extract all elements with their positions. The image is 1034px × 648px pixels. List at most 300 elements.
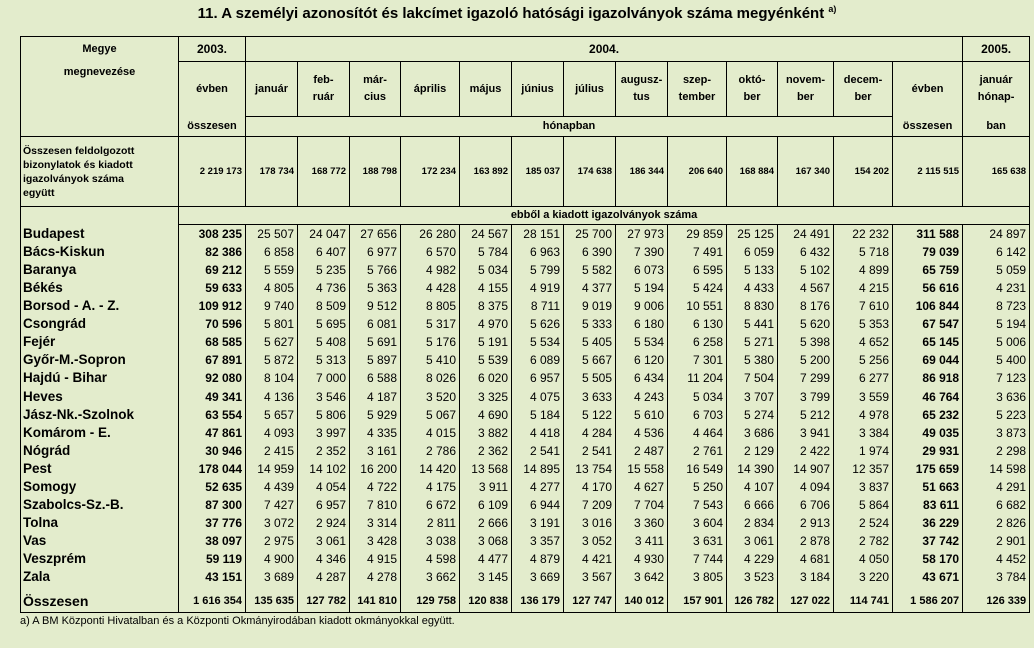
total-cell: 129 758 <box>401 590 460 612</box>
section-label: ebből a kiadott igazolványok száma <box>179 206 1030 224</box>
data-cell: 5 363 <box>350 279 401 297</box>
month-header <box>778 62 834 117</box>
county-name: Heves <box>21 387 179 405</box>
data-cell: 4 900 <box>246 550 298 568</box>
data-cell: 2 352 <box>298 442 350 460</box>
data-cell: 5 441 <box>727 315 778 333</box>
header-line: Megye <box>82 43 117 55</box>
total-cell: 127 022 <box>778 590 834 612</box>
data-cell: 16 200 <box>350 460 401 478</box>
data-cell: 4 439 <box>246 478 298 496</box>
data-cell: 3 631 <box>668 532 727 550</box>
data-cell: 5 353 <box>834 315 893 333</box>
header-line: cius <box>363 91 386 104</box>
data-cell: 3 686 <box>727 424 778 442</box>
data-cell: 2 811 <box>401 514 460 532</box>
month-header <box>668 62 727 117</box>
data-cell: 28 151 <box>512 224 564 243</box>
data-cell: 1 974 <box>834 442 893 460</box>
data-cell: 4 652 <box>834 333 893 351</box>
data-cell: 2 298 <box>963 442 1030 460</box>
data-cell: 6 130 <box>668 315 727 333</box>
data-cell: 69 044 <box>893 351 963 369</box>
data-cell: 3 662 <box>401 568 460 590</box>
header-line: július <box>575 82 604 95</box>
year-2003-header: 2003. <box>179 37 246 62</box>
data-cell: 49 035 <box>893 424 963 442</box>
total-cell: 157 901 <box>668 590 727 612</box>
data-cell: 4 015 <box>401 424 460 442</box>
data-table <box>20 36 1030 613</box>
data-cell: 6 059 <box>727 243 778 261</box>
data-cell: 56 616 <box>893 279 963 297</box>
data-cell: 2 826 <box>963 514 1030 532</box>
data-cell: 51 663 <box>893 478 963 496</box>
processed-label-line: bizonylatok és kiadott <box>23 158 133 171</box>
data-cell: 65 759 <box>893 261 963 279</box>
data-cell: 30 946 <box>179 442 246 460</box>
data-cell: 3 220 <box>834 568 893 590</box>
data-cell: 3 068 <box>460 532 512 550</box>
data-cell: 3 411 <box>616 532 668 550</box>
data-cell: 6 407 <box>298 243 350 261</box>
data-cell: 4 377 <box>564 279 616 297</box>
header-line: január <box>979 74 1013 87</box>
title-footnote-mark: a) <box>828 4 837 14</box>
header-line: már- <box>363 74 387 87</box>
data-cell: 7 301 <box>668 351 727 369</box>
data-cell: 6 081 <box>350 315 401 333</box>
year-2003-total-label: összesen <box>179 117 246 137</box>
county-name: Zala <box>21 568 179 590</box>
data-cell: 5 799 <box>512 261 564 279</box>
data-cell: 7 491 <box>668 243 727 261</box>
data-cell: 47 861 <box>179 424 246 442</box>
total-cell: 126 339 <box>963 590 1030 612</box>
data-cell: 63 554 <box>179 406 246 424</box>
month-header <box>460 62 512 117</box>
total-cell: 136 179 <box>512 590 564 612</box>
data-cell: 6 120 <box>616 351 668 369</box>
month-header <box>512 62 564 117</box>
data-cell: 4 093 <box>246 424 298 442</box>
data-cell: 5 034 <box>460 261 512 279</box>
data-cell: 4 050 <box>834 550 893 568</box>
data-cell: 4 627 <box>616 478 668 496</box>
data-cell: 43 151 <box>179 568 246 590</box>
data-cell: 2 541 <box>564 442 616 460</box>
data-cell: 6 666 <box>727 496 778 514</box>
data-cell: 5 059 <box>963 261 1030 279</box>
county-name: Pest <box>21 460 179 478</box>
data-cell: 3 145 <box>460 568 512 590</box>
data-cell: 5 191 <box>460 333 512 351</box>
data-cell: 5 784 <box>460 243 512 261</box>
data-cell: 2 761 <box>668 442 727 460</box>
data-cell: 7 744 <box>668 550 727 568</box>
data-cell: 4 982 <box>401 261 460 279</box>
data-cell: 3 873 <box>963 424 1030 442</box>
data-cell: 109 912 <box>179 297 246 315</box>
header-line: szep- <box>682 74 712 87</box>
data-cell: 2 487 <box>616 442 668 460</box>
data-cell: 7 543 <box>668 496 727 514</box>
data-cell: 175 659 <box>893 460 963 478</box>
data-cell: 6 944 <box>512 496 564 514</box>
data-cell: 11 204 <box>668 369 727 387</box>
data-cell: 3 061 <box>298 532 350 550</box>
header-line: hónap- <box>977 91 1015 104</box>
data-cell: 4 477 <box>460 550 512 568</box>
data-cell: 3 567 <box>564 568 616 590</box>
data-cell: 2 878 <box>778 532 834 550</box>
data-cell: 4 418 <box>512 424 564 442</box>
processed-cell: 174 638 <box>564 137 616 206</box>
data-cell: 59 633 <box>179 279 246 297</box>
data-cell: 3 642 <box>616 568 668 590</box>
data-cell: 59 119 <box>179 550 246 568</box>
data-cell: 4 075 <box>512 387 564 405</box>
data-cell: 3 941 <box>778 424 834 442</box>
data-cell: 92 080 <box>179 369 246 387</box>
total-cell: 140 012 <box>616 590 668 612</box>
data-cell: 3 016 <box>564 514 616 532</box>
header-line: január <box>254 82 288 95</box>
data-cell: 5 408 <box>298 333 350 351</box>
data-cell: 8 509 <box>298 297 350 315</box>
data-cell: 106 844 <box>893 297 963 315</box>
data-cell: 3 191 <box>512 514 564 532</box>
header-line: novem- <box>785 74 826 87</box>
data-cell: 14 959 <box>246 460 298 478</box>
data-cell: 27 656 <box>350 224 401 243</box>
data-cell: 25 125 <box>727 224 778 243</box>
data-cell: 4 243 <box>616 387 668 405</box>
data-cell: 13 754 <box>564 460 616 478</box>
total-cell: 1 586 207 <box>893 590 963 612</box>
data-cell: 6 089 <box>512 351 564 369</box>
data-cell: 178 044 <box>179 460 246 478</box>
data-cell: 3 707 <box>727 387 778 405</box>
processed-cell: 167 340 <box>778 137 834 206</box>
processed-cell: 206 640 <box>668 137 727 206</box>
total-cell: 127 782 <box>298 590 350 612</box>
header-line: tus <box>633 91 650 104</box>
data-cell: 6 570 <box>401 243 460 261</box>
data-cell: 37 742 <box>893 532 963 550</box>
month-header <box>298 62 350 117</box>
data-cell: 2 415 <box>246 442 298 460</box>
data-cell: 6 277 <box>834 369 893 387</box>
processed-label-line: Összesen feldolgozott <box>23 144 135 157</box>
data-cell: 3 052 <box>564 532 616 550</box>
header-line: decem- <box>843 74 883 87</box>
header-line: megnevezése <box>63 66 136 78</box>
data-cell: 24 491 <box>778 224 834 243</box>
data-cell: 5 250 <box>668 478 727 496</box>
data-cell: 3 784 <box>963 568 1030 590</box>
data-cell: 3 520 <box>401 387 460 405</box>
county-name: Vas <box>21 532 179 550</box>
data-cell: 4 567 <box>778 279 834 297</box>
data-cell: 2 901 <box>963 532 1030 550</box>
data-cell: 5 194 <box>616 279 668 297</box>
data-cell: 16 549 <box>668 460 727 478</box>
data-cell: 2 541 <box>512 442 564 460</box>
total-cell: 127 747 <box>564 590 616 612</box>
data-cell: 5 317 <box>401 315 460 333</box>
data-cell: 7 704 <box>616 496 668 514</box>
data-cell: 6 682 <box>963 496 1030 514</box>
header-line: ber <box>743 91 761 104</box>
data-cell: 4 136 <box>246 387 298 405</box>
page-title: 11. A személyi azonosítót és lakcímet igazoló hatósági igazolványok száma megyénként $^{a)}$ <box>197 4 837 22</box>
county-name: Csongrád <box>21 315 179 333</box>
data-cell: 311 588 <box>893 224 963 243</box>
data-cell: 4 215 <box>834 279 893 297</box>
data-cell: 25 507 <box>246 224 298 243</box>
data-cell: 5 610 <box>616 406 668 424</box>
data-cell: 4 428 <box>401 279 460 297</box>
data-cell: 5 380 <box>727 351 778 369</box>
data-cell: 27 973 <box>616 224 668 243</box>
county-name: Bács-Kiskun <box>21 243 179 261</box>
month-header <box>350 62 401 117</box>
data-cell: 6 142 <box>963 243 1030 261</box>
data-cell: 3 546 <box>298 387 350 405</box>
data-cell: 5 505 <box>564 369 616 387</box>
data-cell: 6 672 <box>401 496 460 514</box>
data-cell: 6 858 <box>246 243 298 261</box>
data-cell: 3 669 <box>512 568 564 590</box>
data-cell: 46 764 <box>893 387 963 405</box>
month-header <box>564 62 616 117</box>
data-cell: 7 427 <box>246 496 298 514</box>
header-line: ruár <box>312 91 335 104</box>
section-spacer <box>21 206 179 224</box>
data-cell: 6 432 <box>778 243 834 261</box>
data-cell: 49 341 <box>179 387 246 405</box>
data-cell: 2 975 <box>246 532 298 550</box>
data-cell: 29 859 <box>668 224 727 243</box>
processed-cell: 188 798 <box>350 137 401 206</box>
data-cell: 3 061 <box>727 532 778 550</box>
processed-label-line: igazolványok száma <box>23 172 124 185</box>
data-cell: 5 801 <box>246 315 298 333</box>
data-cell: 5 398 <box>778 333 834 351</box>
data-cell: 7 810 <box>350 496 401 514</box>
data-cell: 4 155 <box>460 279 512 297</box>
data-cell: 4 722 <box>350 478 401 496</box>
data-cell: 5 333 <box>564 315 616 333</box>
data-cell: 6 109 <box>460 496 512 514</box>
data-cell: 79 039 <box>893 243 963 261</box>
year-total-label: összesen <box>893 117 963 137</box>
data-cell: 5 424 <box>668 279 727 297</box>
data-cell: 4 915 <box>350 550 401 568</box>
data-cell: 8 104 <box>246 369 298 387</box>
county-name: Borsod - A. - Z. <box>21 297 179 315</box>
region-header <box>21 37 179 137</box>
data-cell: 38 097 <box>179 532 246 550</box>
data-cell: 2 913 <box>778 514 834 532</box>
data-cell: 4 229 <box>727 550 778 568</box>
data-cell: 6 180 <box>616 315 668 333</box>
data-cell: 3 184 <box>778 568 834 590</box>
county-name: Baranya <box>21 261 179 279</box>
data-cell: 58 170 <box>893 550 963 568</box>
data-cell: 4 598 <box>401 550 460 568</box>
data-cell: 8 026 <box>401 369 460 387</box>
data-cell: 4 054 <box>298 478 350 496</box>
processed-cell: 168 884 <box>727 137 778 206</box>
county-name: Hajdú - Bihar <box>21 369 179 387</box>
data-cell: 70 596 <box>179 315 246 333</box>
data-cell: 4 231 <box>963 279 1030 297</box>
data-cell: 5 006 <box>963 333 1030 351</box>
data-cell: 3 384 <box>834 424 893 442</box>
data-cell: 3 837 <box>834 478 893 496</box>
data-cell: 4 346 <box>298 550 350 568</box>
data-cell: 14 907 <box>778 460 834 478</box>
data-cell: 7 299 <box>778 369 834 387</box>
total-cell: 135 635 <box>246 590 298 612</box>
data-cell: 3 633 <box>564 387 616 405</box>
county-name: Győr-M.-Sopron <box>21 351 179 369</box>
data-cell: 4 284 <box>564 424 616 442</box>
data-cell: 5 256 <box>834 351 893 369</box>
county-name: Békés <box>21 279 179 297</box>
processed-cell: 172 234 <box>401 137 460 206</box>
data-cell: 4 930 <box>616 550 668 568</box>
data-cell: 6 588 <box>350 369 401 387</box>
header-line: tember <box>678 91 716 104</box>
month-header <box>727 62 778 117</box>
header-line: ber <box>796 91 815 104</box>
data-cell: 5 122 <box>564 406 616 424</box>
data-cell: 5 274 <box>727 406 778 424</box>
data-cell: 65 145 <box>893 333 963 351</box>
data-cell: 4 970 <box>460 315 512 333</box>
data-cell: 4 536 <box>616 424 668 442</box>
data-cell: 3 360 <box>616 514 668 532</box>
data-cell: 24 047 <box>298 224 350 243</box>
data-cell: 52 635 <box>179 478 246 496</box>
data-cell: 5 667 <box>564 351 616 369</box>
data-cell: 7 000 <box>298 369 350 387</box>
data-cell: 5 534 <box>512 333 564 351</box>
data-cell: 8 723 <box>963 297 1030 315</box>
data-cell: 5 872 <box>246 351 298 369</box>
county-name: Szabolcs-Sz.-B. <box>21 496 179 514</box>
data-cell: 2 924 <box>298 514 350 532</box>
data-cell: 5 620 <box>778 315 834 333</box>
data-cell: 68 585 <box>179 333 246 351</box>
data-cell: 6 020 <box>460 369 512 387</box>
header-line: évben <box>196 82 228 95</box>
data-cell: 6 977 <box>350 243 401 261</box>
data-cell: 14 598 <box>963 460 1030 478</box>
data-cell: 6 258 <box>668 333 727 351</box>
data-cell: 4 107 <box>727 478 778 496</box>
data-cell: 6 595 <box>668 261 727 279</box>
data-cell: 6 390 <box>564 243 616 261</box>
data-cell: 5 405 <box>564 333 616 351</box>
data-cell: 3 636 <box>963 387 1030 405</box>
month-header <box>401 62 460 117</box>
processed-cell: 168 772 <box>298 137 350 206</box>
data-cell: 4 452 <box>963 550 1030 568</box>
data-cell: 5 400 <box>963 351 1030 369</box>
data-cell: 22 232 <box>834 224 893 243</box>
data-cell: 86 918 <box>893 369 963 387</box>
data-cell: 43 671 <box>893 568 963 590</box>
data-cell: 24 567 <box>460 224 512 243</box>
data-cell: 5 559 <box>246 261 298 279</box>
county-name: Fejér <box>21 333 179 351</box>
data-cell: 5 271 <box>727 333 778 351</box>
data-cell: 2 834 <box>727 514 778 532</box>
data-cell: 83 611 <box>893 496 963 514</box>
year-2004-header: 2004. <box>246 37 963 62</box>
data-cell: 3 314 <box>350 514 401 532</box>
data-cell: 5 133 <box>727 261 778 279</box>
data-cell: 5 194 <box>963 315 1030 333</box>
data-cell: 6 073 <box>616 261 668 279</box>
header-line: április <box>413 82 447 95</box>
data-cell: 4 681 <box>778 550 834 568</box>
data-cell: 3 997 <box>298 424 350 442</box>
processed-cell: 2 115 515 <box>893 137 963 206</box>
data-cell: 7 504 <box>727 369 778 387</box>
data-cell: 5 410 <box>401 351 460 369</box>
processed-cell: 163 892 <box>460 137 512 206</box>
data-cell: 6 957 <box>512 369 564 387</box>
month-header <box>834 62 893 117</box>
data-cell: 308 235 <box>179 224 246 243</box>
data-cell: 5 539 <box>460 351 512 369</box>
data-cell: 15 558 <box>616 460 668 478</box>
data-cell: 8 176 <box>778 297 834 315</box>
data-cell: 9 019 <box>564 297 616 315</box>
header-line: június <box>521 82 554 95</box>
data-cell: 5 718 <box>834 243 893 261</box>
total-label: Összesen <box>21 590 179 612</box>
data-cell: 87 300 <box>179 496 246 514</box>
data-cell: 14 390 <box>727 460 778 478</box>
year-2003-subheader <box>179 62 246 117</box>
data-cell: 2 666 <box>460 514 512 532</box>
data-cell: 3 559 <box>834 387 893 405</box>
data-cell: 9 740 <box>246 297 298 315</box>
data-cell: 29 931 <box>893 442 963 460</box>
data-cell: 4 464 <box>668 424 727 442</box>
data-cell: 5 897 <box>350 351 401 369</box>
data-cell: 2 786 <box>401 442 460 460</box>
data-cell: 5 657 <box>246 406 298 424</box>
data-cell: 4 094 <box>778 478 834 496</box>
data-cell: 6 703 <box>668 406 727 424</box>
data-cell: 14 420 <box>401 460 460 478</box>
data-cell: 4 175 <box>401 478 460 496</box>
processed-cell: 186 344 <box>616 137 668 206</box>
data-cell: 8 830 <box>727 297 778 315</box>
data-cell: 14 102 <box>298 460 350 478</box>
data-cell: 5 067 <box>401 406 460 424</box>
processed-cell: 185 037 <box>512 137 564 206</box>
data-cell: 37 776 <box>179 514 246 532</box>
data-cell: 3 689 <box>246 568 298 590</box>
